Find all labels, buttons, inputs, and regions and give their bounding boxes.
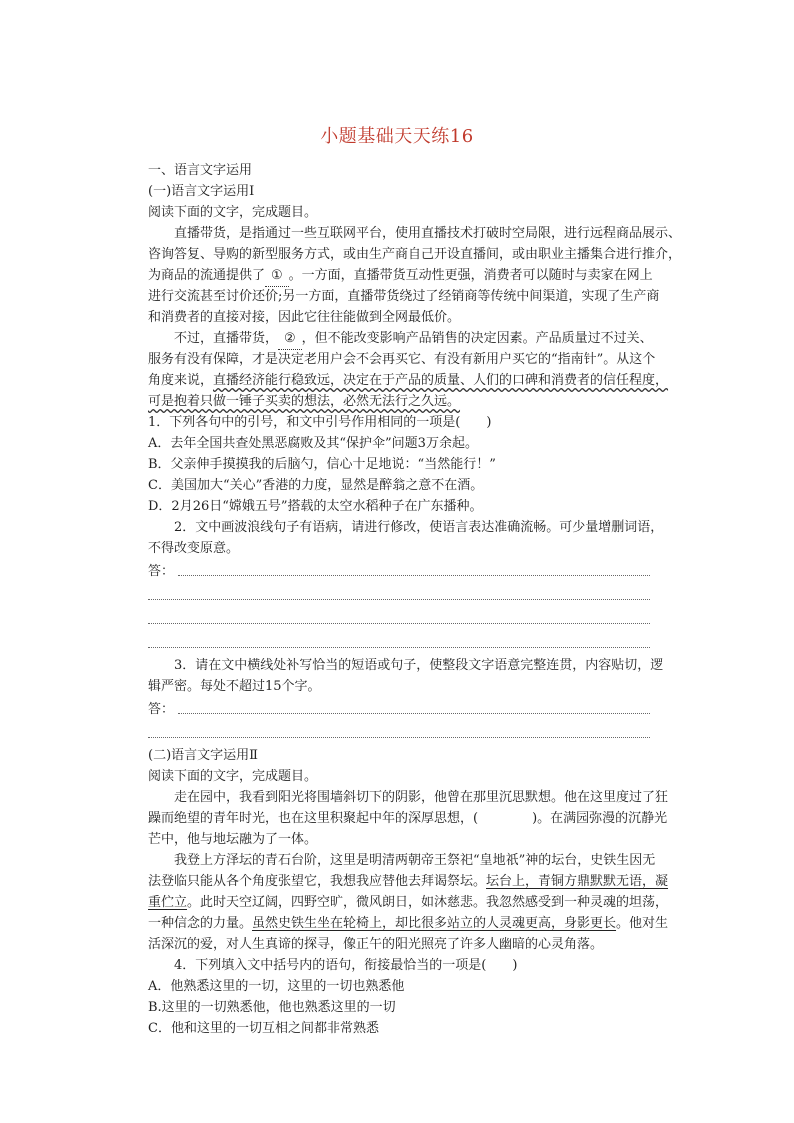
answer-row bbox=[148, 697, 662, 721]
reading-instruction: 阅读下面的文字，完成题目。 bbox=[148, 205, 318, 220]
paragraph-line: 法登临只能从各个角度张望它，我想我应替他去拜谒祭坛。坛台上，青铜方鼎默默无语，凝 bbox=[148, 874, 669, 889]
document-body bbox=[148, 160, 682, 1039]
paragraph-line: 咨询答复、导购的新型服务方式，或由生产商自己开设直播间，或由职业主播集合进行推介， bbox=[148, 247, 682, 262]
paragraph-line bbox=[148, 391, 662, 412]
answer-line[interactable] bbox=[148, 737, 650, 738]
question-1-option-b: B．父亲伸手摸摸我的后脑勺，信心十足地说：“当然能行！” bbox=[148, 457, 496, 472]
question-1-stem: 1．下列各句中的引号，和文中引号作用相同的一项是( ) bbox=[148, 415, 492, 430]
answer-row bbox=[148, 559, 662, 583]
underlined-sentence: 重伫立 bbox=[148, 895, 188, 910]
paragraph-line: 一种信念的力量。虽然史铁生坐在轮椅上，却比很多站立的人灵魂更高，身影更长。他对生 bbox=[148, 916, 669, 931]
paragraph-line: 重伫立。此时天空辽阔，四野空旷，微风朗日，如沐慈悲。我忽然感受到一种灵魂的坦荡， bbox=[148, 895, 669, 910]
paragraph-line: 角度来说，直播经济能行稳致远，决定在于产品的质量、人们的口碑和消费者的信任程度， bbox=[148, 373, 669, 388]
section-heading: 一、语言文字运用 bbox=[148, 163, 253, 178]
answer-line[interactable] bbox=[148, 599, 650, 600]
paragraph-line: 进行交流甚至讨价还价;另一方面，直播带货绕过了经销商等传统中间渠道，实现了生产商 bbox=[148, 289, 660, 304]
paragraph-line: 活深沉的爱，对人生真谛的探寻，像正午的阳光照亮了许多人幽暗的心灵角落。 bbox=[148, 937, 604, 952]
question-1-option-c: C．美国加大“关心”香港的力度，显然是醉翁之意不在酒。 bbox=[148, 478, 484, 493]
wavy-underlined-sentence: 可是抱着只做一锤子买卖的想法，必然无法行之久远。 bbox=[148, 394, 461, 409]
answer-row bbox=[148, 607, 662, 631]
question-3-stem: 辑严密。每处不超过15个字。 bbox=[148, 679, 321, 694]
question-4-option-a: A．他熟悉这里的一切，这里的一切也熟悉他 bbox=[148, 979, 405, 994]
subsection-heading-2: (二)语言文字运用Ⅱ bbox=[148, 748, 258, 763]
blank-1: ① bbox=[265, 265, 289, 287]
page-title: 小题基础天天练16 bbox=[320, 126, 474, 147]
blank-2: ② bbox=[278, 328, 302, 350]
answer-line[interactable] bbox=[178, 575, 650, 576]
answer-row bbox=[148, 721, 662, 745]
answer-line[interactable] bbox=[178, 713, 650, 714]
question-1-option-d: D．2月26日“嫦娥五号”搭载的太空水稻种子在广东播种。 bbox=[148, 499, 483, 514]
question-1-option-a: A．去年全国共查处黑恶腐败及其“保护伞”问题3万余起。 bbox=[148, 436, 478, 451]
answer-label: 答： bbox=[148, 702, 175, 717]
paragraph-line: 不过，直播带货， ② ，但不能改变影响产品销售的决定因素。产品质量过不过关、 bbox=[148, 328, 662, 349]
paragraph-line: 服务有没有保障，才是决定老用户会不会再买它、有没有新用户买它的“指南针”。从这个 bbox=[148, 352, 656, 367]
answer-row bbox=[148, 583, 662, 607]
paragraph-line: 芒中，他与地坛融为了一体。 bbox=[148, 832, 318, 847]
question-2-stem: 2．文中画波浪线句子有语病，请进行修改，使语言表达准确流畅。可少量增删词语， bbox=[174, 520, 664, 535]
question-4-option-c: C．他和这里的一切互相之间都非常熟悉 bbox=[148, 1021, 379, 1036]
paragraph-line: 躁而绝望的青年时光，也在这里积聚起中年的深厚思想，( )。在满园弥漫的沉静光 bbox=[148, 811, 668, 826]
paragraph-line: 和消费者的直接对接，因此它往往能做到全网最低价。 bbox=[148, 310, 461, 325]
question-4-stem: 4．下列填入文中括号内的语句，衔接最恰当的一项是( ) bbox=[174, 958, 518, 973]
answer-label: 答： bbox=[148, 564, 175, 579]
question-4-option-b: B.这里的一切熟悉他，他也熟悉这里的一切 bbox=[148, 1000, 396, 1015]
underlined-sentence: 坛台上，青铜方鼎默默无语，凝 bbox=[486, 874, 669, 889]
paragraph-line: 直播带货，是指通过一些互联网平台，使用直播技术打破时空局限，进行远程商品展示、 bbox=[174, 226, 682, 241]
answer-row bbox=[148, 631, 662, 655]
answer-line[interactable] bbox=[148, 623, 650, 624]
subsection-heading-1: (一)语言文字运用Ⅰ bbox=[148, 184, 255, 199]
paragraph-line: 我登上方泽坛的青石台阶，这里是明清两朝帝王祭祀“皇地祇”神的坛台，史铁生因无 bbox=[174, 853, 656, 868]
question-3-stem: 3．请在文中横线处补写恰当的短语或句子，使整段文字语意完整连贯，内容贴切，逻 bbox=[174, 658, 664, 673]
paragraph-line: 走在园中，我看到阳光将围墙斜切下的阴影，他曾在那里沉思默想。他在这里度过了狂 bbox=[174, 790, 669, 805]
paragraph-line: 为商品的流通提供了 ① 。一方面，直播带货互动性更强，消费者可以随时与卖家在网上 bbox=[148, 265, 662, 286]
question-2-stem: 不得改变原意。 bbox=[148, 541, 240, 556]
wavy-underlined-sentence: 直播经济能行稳致远，决定在于产品的质量、人们的口碑和消费者的信任程度， bbox=[213, 373, 669, 388]
underlined-sentence: 虽然史铁生坐在轮椅上，却比很多站立的人灵魂更高，身影更长 bbox=[252, 916, 617, 931]
reading-instruction: 阅读下面的文字，完成题目。 bbox=[148, 769, 318, 784]
answer-line[interactable] bbox=[148, 647, 650, 648]
